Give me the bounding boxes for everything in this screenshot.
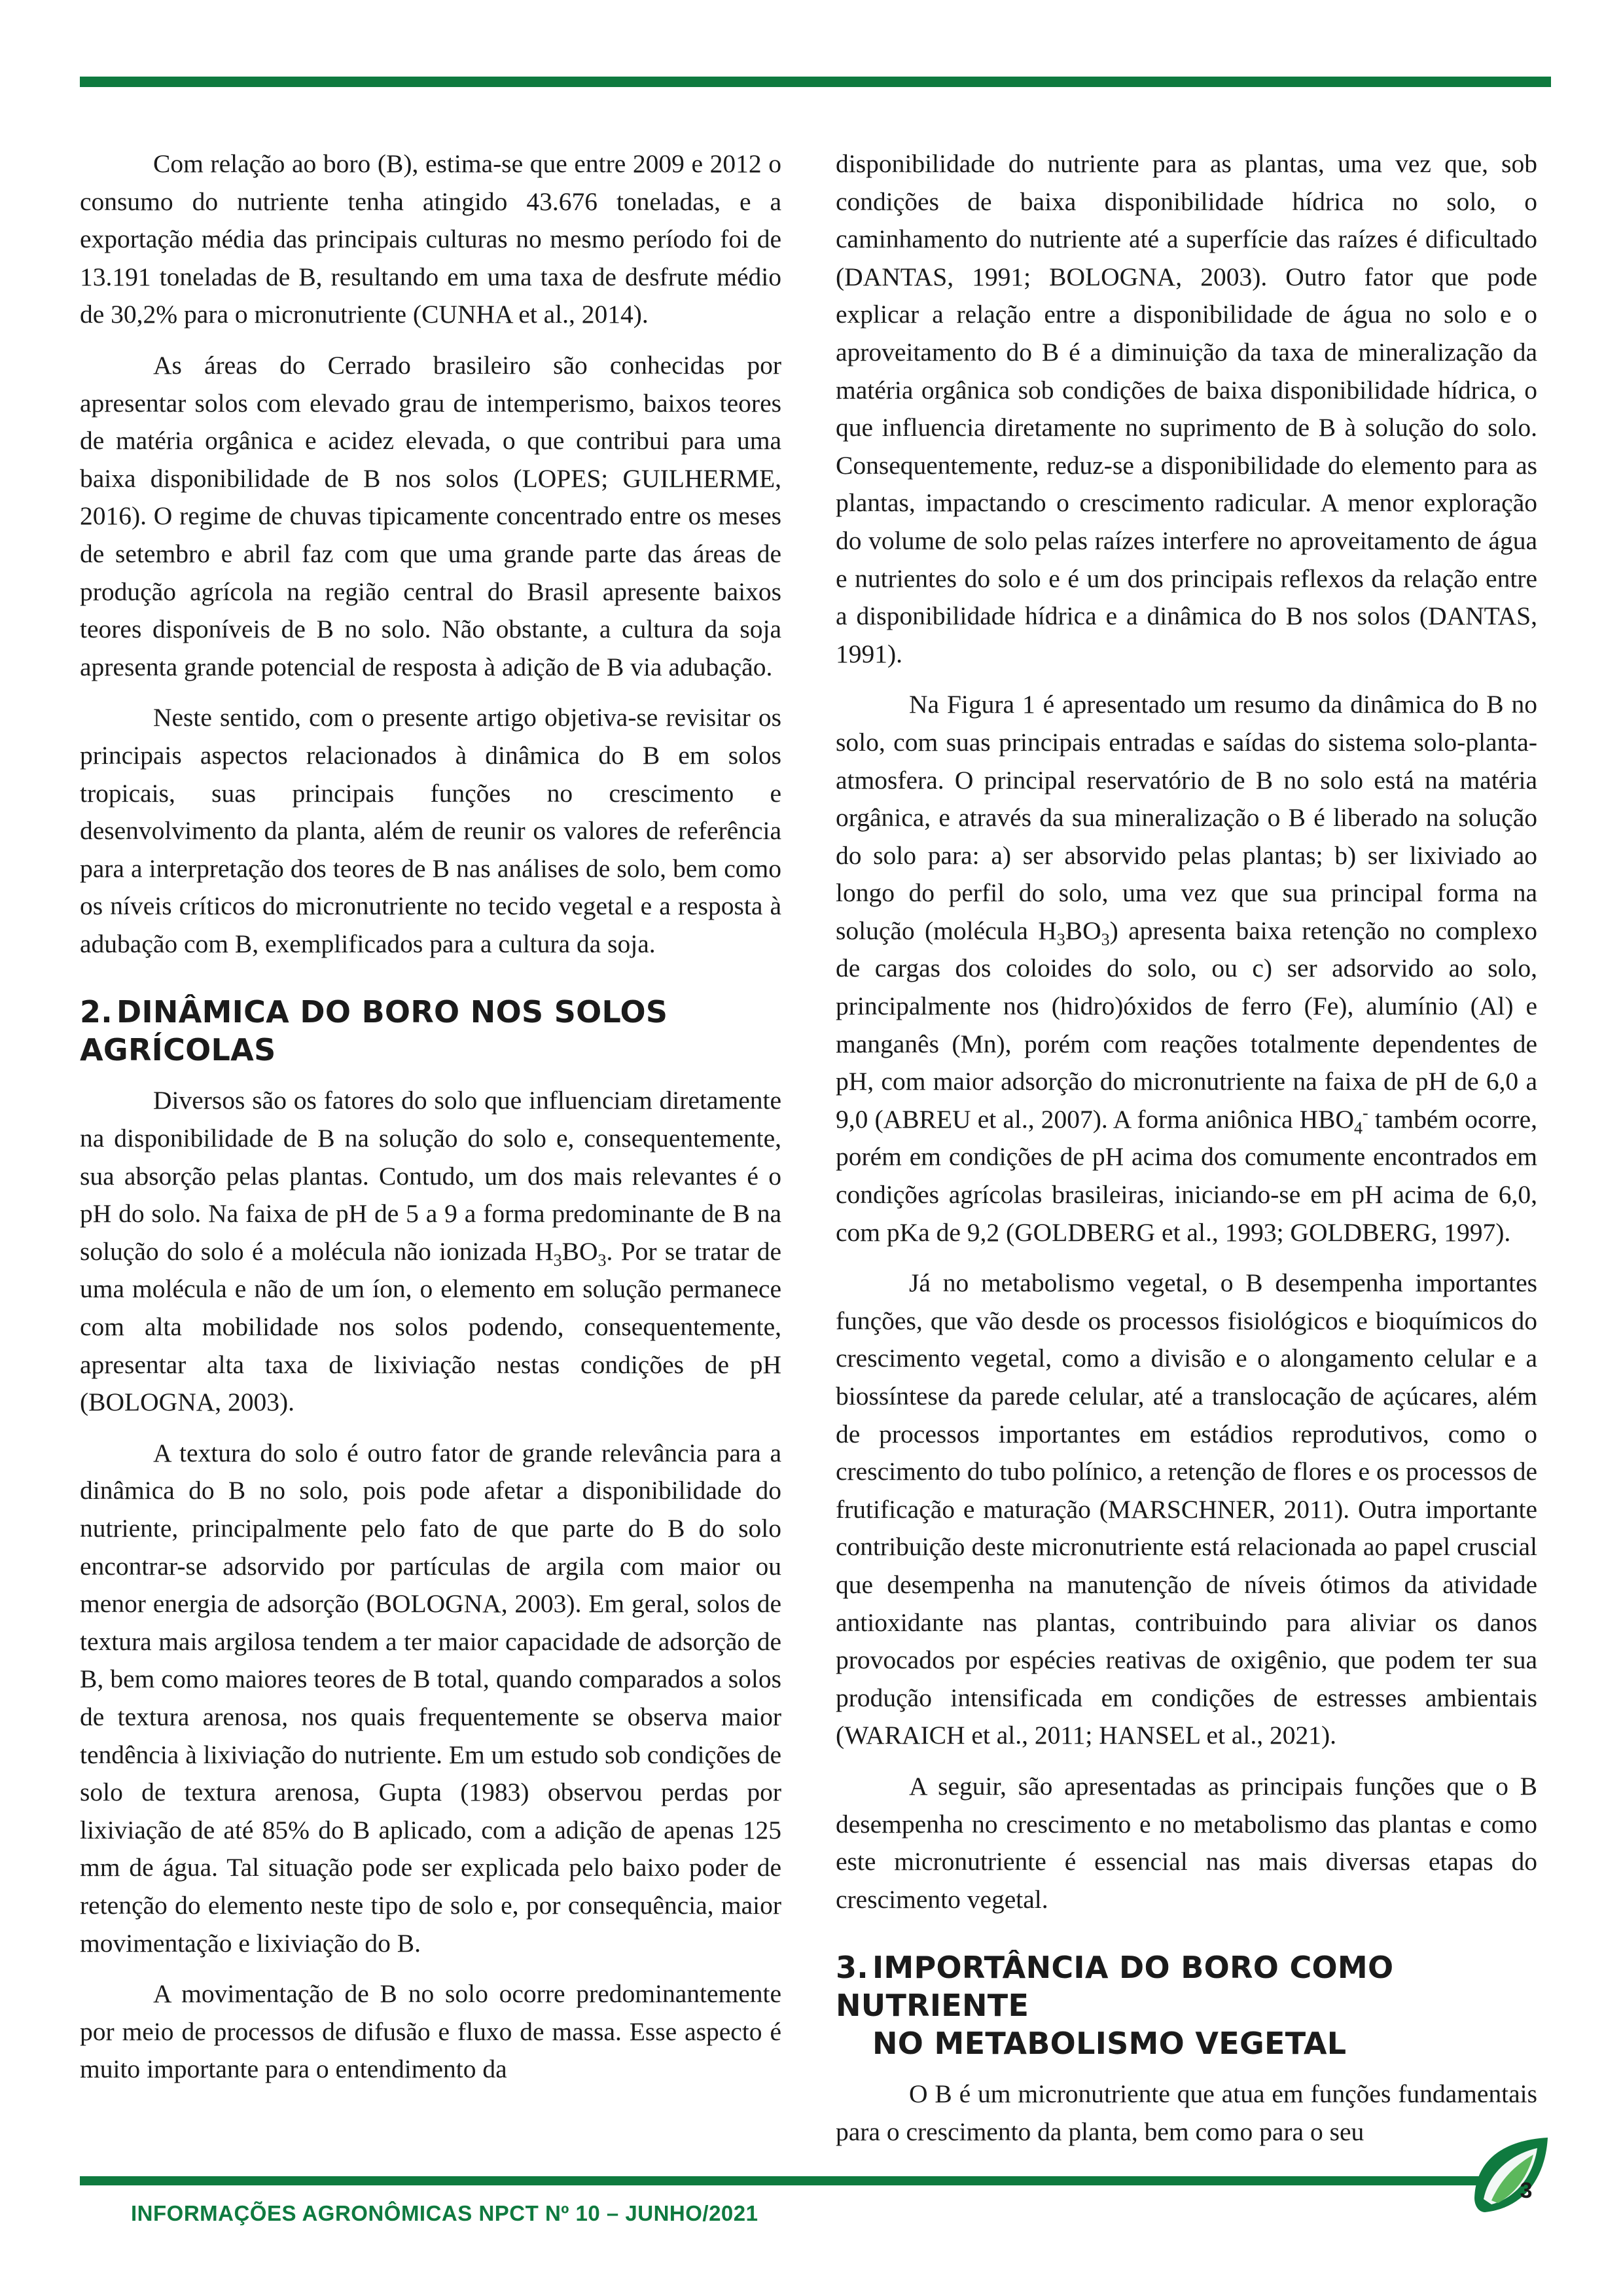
- subscript: 3: [553, 1250, 562, 1270]
- paragraph: Neste sentido, com o presente artigo objetiva-se revisitar os principais aspectos relacionados à dinâmica do B em solos tropicais, suas principais funções no crescimento e desenvolvimento da planta, além de reunir os valores de referência para a interpretação dos teores de B nas análises de solo, bem como os níveis críticos do micronutriente no tecido vegetal e a resposta à adubação com B, exemplificados para a cultura da soja.: [80, 703, 781, 958]
- footer-publication: INFORMAÇÕES AGRONÔMICAS NPCT Nº 10 – JUNHO/2021: [131, 2201, 758, 2225]
- paragraph: Já no metabolismo vegetal, o B desempenha importantes funções, que vão desde os processos fisiológicos e bioquímicos do crescimento vegetal, como a divisão e o alongamento celular e a biossíntese da parede celular, até a translocação de açúcares, além de processos importantes em estádios reprodutivos, como o crescimento do tubo polínico, a retenção de flores e os processos de frutificação e maturação (MARSCHNER, 2011). Outra importante contribuição deste micronutriente está relacionada ao papel cruscial que desempenha na manutenção de níveis ótimos da atividade antioxidante nas plantas, contribuindo para aliviar os danos provocados por espécies reativas de oxigênio, que podem ter sua produção intensificada em condições de estresses ambientais (WARAICH et al., 2011; HANSEL et al., 2021).: [836, 1268, 1537, 1750]
- text-run: também ocorre, porém em condições de pH acima dos comumente encontrados em condições agrícolas brasileiras, iniciando-se em pH acima de 6,0, com pKa de 9,2 (GOLDBERG et al., 1993; GOLDBERG, 1997).: [836, 1104, 1537, 1247]
- paragraph: [80, 1082, 781, 1421]
- paragraph: A movimentação de B no solo ocorre predominantemente por meio de processos de difusão e fluxo de massa. Esse aspecto é muito importante para o entendimento da: [80, 1979, 781, 2084]
- subscript: 4: [1354, 1118, 1363, 1138]
- paragraph: A textura do solo é outro fator de grande relevância para a dinâmica do B no solo, pois pode afetar a disponibilidade do nutriente, principalmente pelo fato de que parte do B do solo encontrar-se adsorvido por partículas de argila com maior ou menor energia de adsorção (BOLOGNA, 2003). Em geral, solos de textura mais argilosa tendem a ter maior capacidade de adsorção de B, bem como maiores teores de B total, quando comparados a solos de textura arenosa, nos quais frequentemente se observa maior tendência à lixiviação do nutriente. Em um estudo sob condições de solo de textura arenosa, Gupta (1983) observou perdas por lixiviação de até 85% do B aplicado, com a adição de apenas 125 mm de água. Tal situação pode ser explicada pelo baixo poder de retenção do elemento neste tipo de solo e, por consequência, maior movimentação e lixiviação do B.: [80, 1438, 781, 1958]
- paragraph: Com relação ao boro (B), estima-se que entre 2009 e 2012 o consumo do nutriente tenha atingido 43.676 toneladas, e a exportação média das principais culturas no mesmo período foi de 13.191 toneladas de B, resultando em uma taxa de desfrute médio de 30,2% para o micronutriente (CUNHA et al., 2014).: [80, 149, 781, 329]
- leaf-icon: [1469, 2135, 1553, 2219]
- paragraph: A seguir, são apresentadas as principais funções que o B desempenha no crescimento e no metabolismo das plantas e como este micronutriente é essencial nas mais diversas etapas do crescimento vegetal.: [836, 1771, 1537, 1914]
- bottom-rule: [80, 2176, 1487, 2185]
- section-number: 3.: [836, 1950, 869, 1986]
- section-heading-2: [80, 993, 781, 1069]
- text-run: ) apresenta baixa retenção no complexo de cargas dos coloides do solo, ou c) ser adsorvido ao solo, principalmente nos (hidro)óxidos de ferro (Fe), alumínio (Al) e manganês (Mn), porém com reações totalmente dependentes de pH, com maior adsorção do micronutriente na faixa de pH de 6,0 a 9,0 (ABREU et al., 2007). A forma aniônica HBO: [836, 916, 1537, 1134]
- paragraph: As áreas do Cerrado brasileiro são conhecidas por apresentar solos com elevado grau de intemperismo, baixos teores de matéria orgânica e acidez elevada, o que contribui para uma baixa disponibilidade de B nos solos (LOPES; GUILHERME, 2016). O regime de chuvas tipicamente concentrado entre os meses de setembro e abril faz com que uma grande parte das áreas de produção agrícola na região central do Brasil apresente baixos teores disponíveis de B no solo. Não obstante, a cultura da soja apresenta grande potencial de resposta à adição de B via adubação.: [80, 350, 781, 681]
- section-heading-3: [836, 1948, 1537, 2062]
- top-rule: [80, 77, 1551, 87]
- page-number: 3: [1520, 2178, 1533, 2203]
- left-column: [80, 145, 781, 2102]
- section-title: DINÂMICA DO BORO NOS SOLOS AGRÍCOLAS: [80, 994, 668, 1068]
- text-run: BO: [1065, 916, 1101, 945]
- text-run: . Por se tratar de uma molécula e não de um íon, o elemento em solução permanece com alta mobilidade nos solos podendo, consequentemente, apresentar alta taxa de lixiviação nestas condições de pH (BOLOGNA, 2003).: [80, 1236, 781, 1417]
- text-run: Diversos são os fatores do solo que influenciam diretamente na disponibilidade de B na solução do solo e, consequentemente, sua absorção pelas plantas. Contudo, um dos mais relevantes é o pH do solo. Na faixa de pH de 5 a 9 a forma predominante de B na solução do solo é a molécula não ionizada H: [80, 1086, 781, 1266]
- section-number: 2.: [80, 994, 113, 1030]
- section-title-line-1: IMPORTÂNCIA DO BORO COMO NUTRIENTE: [836, 1950, 1394, 2024]
- text-run: BO: [562, 1236, 598, 1266]
- subscript: 3: [597, 1250, 607, 1270]
- right-column: [836, 145, 1537, 2164]
- superscript: -: [1363, 1103, 1368, 1122]
- text-run: Na Figura 1 é apresentado um resumo da dinâmica do B no solo, com suas principais entradas e saídas do sistema solo-planta-atmosfera. O principal reservatório de B no solo está na matéria orgânica, e através da sua mineralização o B é liberado na solução do solo para: a) ser absorvido pelas plantas; b) ser lixiviado ao longo do perfil do solo, uma vez que sua principal forma na solução (molécula H: [836, 690, 1537, 945]
- subscript: 3: [1056, 929, 1065, 949]
- paragraph: [836, 686, 1537, 1251]
- subscript: 3: [1101, 929, 1110, 949]
- paragraph: O B é um micronutriente que atua em funções fundamentais para o crescimento da planta, bem como para o seu: [836, 2079, 1537, 2146]
- section-title-line-2: NO METABOLISMO VEGETAL: [872, 2026, 1347, 2062]
- paragraph: disponibilidade do nutriente para as plantas, uma vez que, sob condições de baixa disponibilidade hídrica no solo, o caminhamento do nutriente até a superfície das raízes é dificultado (DANTAS, 1991; BOLOGNA, 2003). Outro fator que pode explicar a relação entre a disponibilidade de água no solo e o aproveitamento do B é a diminuição da taxa de mineralização da matéria orgânica sob condições de baixa disponibilidade hídrica, o que influencia diretamente no suprimento de B à solução do solo. Consequentemente, reduz-se a disponibilidade do elemento para as plantas, impactando o crescimento radicular. A menor exploração do volume de solo pelas raízes interfere no aproveitamento de água e nutrientes do solo e é um dos principais reflexos da relação entre a disponibilidade hídrica e a dinâmica do B nos solos (DANTAS, 1991).: [836, 149, 1537, 668]
